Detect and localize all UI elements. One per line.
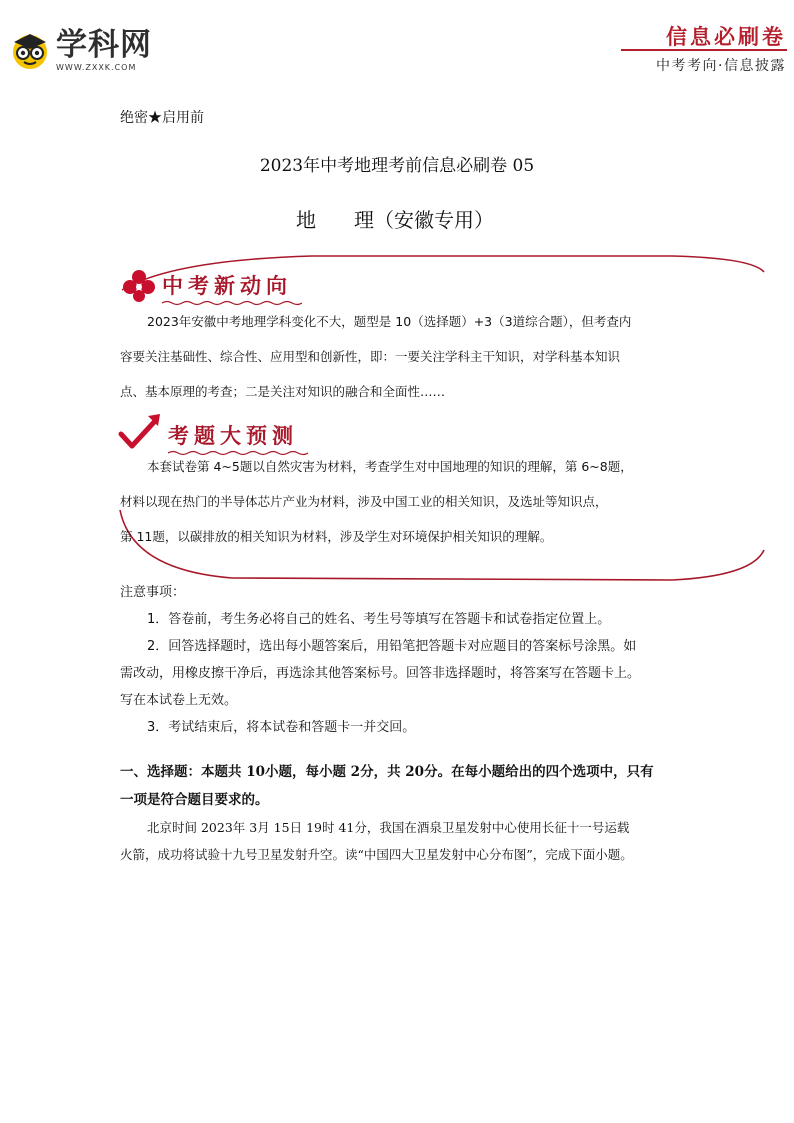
- section1-line: 容要关注基础性、综合性、应用型和创新性，即：一要关注学科主干知识，对学科基本知识: [120, 349, 621, 364]
- question-stem-line: 火箭，成功将试验十九号卫星发射升空。读“中国四大卫星发射中心分布图”，完成下面小题。: [120, 847, 633, 862]
- section1-line: 2023年安徽中考地理学科变化不大，题型是 10（选择题）+3（3道综合题），但考查内: [147, 314, 632, 329]
- subject-title-b: 理（安徽专用）: [354, 208, 494, 232]
- section2-line: 材料以现在热门的半导体芯片产业为材料，涉及中国工业的相关知识，及选址等知识点，: [120, 494, 608, 509]
- section2-line: 第 11题，以碳排放的相关知识为材料，涉及学生对环境保护相关知识的理解。: [120, 529, 553, 544]
- section2-body: [120, 449, 700, 554]
- logo-mascot-icon: [10, 30, 50, 70]
- notes-line: 3．考试结束后，将本试卷和答题卡一并交回。: [147, 720, 416, 735]
- part1-heading-line: 一项是符合题目要求的。: [120, 792, 269, 808]
- section1-line: 点、基本原理的考查；二是关注对知识的融合和全面性……: [120, 384, 446, 399]
- brand-subtitle: 中考考向·信息披露: [656, 58, 786, 74]
- notes-line: 需改动，用橡皮擦干净后，再选涂其他答案标号。回答非选择题时，将答案写在答题卡上。: [120, 666, 641, 681]
- section-heading-trends-text: 中考新动向: [162, 274, 292, 298]
- secret-label: 绝密★启用前: [120, 110, 204, 126]
- subject-title: [296, 204, 494, 233]
- section2-line: 本套试卷第 4~5题以自然灾害为材料，考查学生对中国地理的知识的理解，第 6~8题，: [147, 459, 633, 474]
- part1-heading: [120, 758, 700, 814]
- notes-line: 1．答卷前，考生务必将自己的姓名、考生号等填写在答题卡和试卷指定位置上。: [147, 612, 611, 627]
- notes-line: 2．回答选择题时，选出每小题答案后，用铅笔把答题卡对应题目的答案标号涂黑。如: [147, 639, 637, 654]
- brand-divider: [621, 49, 787, 51]
- section1-body: [120, 304, 680, 409]
- brand-title: 信息必刷卷: [666, 24, 786, 49]
- question-stem: [120, 814, 700, 868]
- part1-heading-line: 一、选择题：本题共 10小题，每小题 2分，共 20分。在每小题给出的四个选项中，只有: [120, 764, 654, 780]
- section-heading-forecast: [168, 420, 298, 450]
- subject-title-a: 地: [296, 208, 316, 232]
- notes-line: 写在本试卷上无效。: [120, 693, 238, 708]
- notes-block: [120, 579, 690, 741]
- logo-url: WWW.ZXXK.COM: [56, 63, 137, 72]
- section-heading-trends: [162, 270, 292, 300]
- notes-title: 注意事项：: [120, 585, 186, 600]
- logo-text: 学科网: [56, 27, 152, 63]
- clover-icon: [121, 268, 157, 308]
- section-heading-forecast-text: 考题大预测: [168, 424, 298, 448]
- question-stem-line: 北京时间 2023年 3月 15日 19时 41分，我国在酒泉卫星发射中心使用长征十一号运载: [147, 820, 630, 835]
- page-title: 2023年中考地理考前信息必刷卷 05: [259, 156, 535, 176]
